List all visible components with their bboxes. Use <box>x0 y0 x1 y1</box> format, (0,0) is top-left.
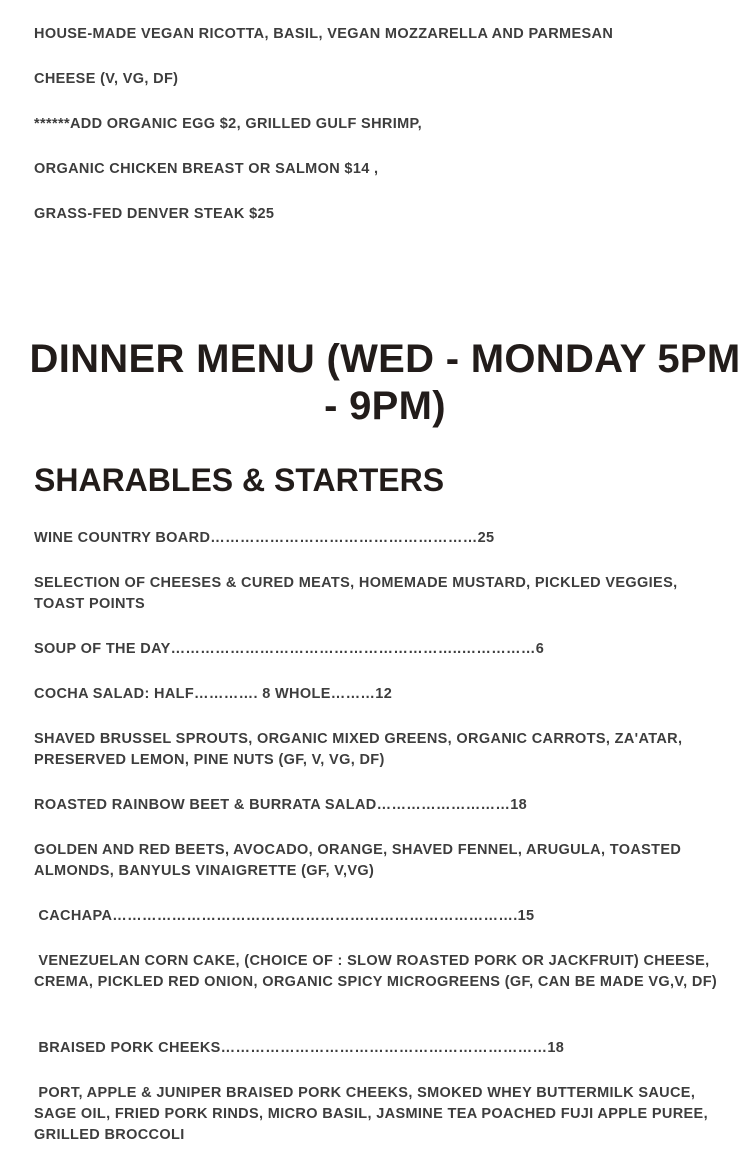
beet-burrata-salad-item: ROASTED RAINBOW BEET & BURRATA SALAD………………………18 <box>34 797 528 813</box>
cachapa-item: CACHAPA……………………………………………………………………….15 <box>34 908 535 924</box>
cachapa-description: VENEZUELAN CORN CAKE, (CHOICE OF : SLOW ROASTED PORK OR JACKFRUIT) CHEESE, CREMA, PICKLED RED ONION, ORGANIC SPICY MICROGREENS (GF, CAN BE MADE VG,V, DF) <box>34 953 718 990</box>
soup-of-the-day-item: SOUP OF THE DAY…………………………………………………..……………6 <box>34 641 545 657</box>
add-ons-line-1: ******ADD ORGANIC EGG $2, GRILLED GULF SHRIMP, <box>34 116 423 132</box>
braised-pork-cheeks-item: BRAISED PORK CHEEKS…………………………………………………………18 <box>34 1040 565 1056</box>
dinner-menu-title: DINNER MENU (WED - MONDAY 5PM - 9PM) <box>29 337 741 428</box>
sharables-starters-heading: SHARABLES & STARTERS <box>34 462 445 498</box>
braised-pork-cheeks-description: PORT, APPLE & JUNIPER BRAISED PORK CHEEKS, SMOKED WHEY BUTTERMILK SAUCE, SAGE OIL, FRIED PORK RINDS, MICRO BASIL, JASMINE TEA POACHED FUJI APPLE PUREE, GRILLED BROCCOLI <box>34 1085 713 1143</box>
beet-burrata-salad-description: GOLDEN AND RED BEETS, AVOCADO, ORANGE, SHAVED FENNEL, ARUGULA, TOASTED ALMONDS, BANYULS VINAIGRETTE (GF, V,VG) <box>34 842 686 879</box>
wine-country-board-description: SELECTION OF CHEESES & CURED MEATS, HOMEMADE MUSTARD, PICKLED VEGGIES, TOAST POINTS <box>34 575 682 612</box>
vegan-cheese-tags-line: CHEESE (V, VG, DF) <box>34 71 179 87</box>
add-ons-line-2: ORGANIC CHICKEN BREAST OR SALMON $14 , <box>34 161 379 177</box>
vegan-ricotta-description-line: HOUSE-MADE VEGAN RICOTTA, BASIL, VEGAN MOZZARELLA AND PARMESAN <box>34 26 614 42</box>
wine-country-board-item: WINE COUNTRY BOARD………………………………………………25 <box>34 530 495 546</box>
cocha-salad-item: COCHA SALAD: HALF…………. 8 WHOLE………12 <box>34 686 393 702</box>
cocha-salad-description: SHAVED BRUSSEL SPROUTS, ORGANIC MIXED GREENS, ORGANIC CARROTS, ZA'ATAR, PRESERVED LEMON, PINE NUTS (GF, V, VG, DF) <box>34 731 687 768</box>
add-ons-line-3: GRASS-FED DENVER STEAK $25 <box>34 206 275 222</box>
